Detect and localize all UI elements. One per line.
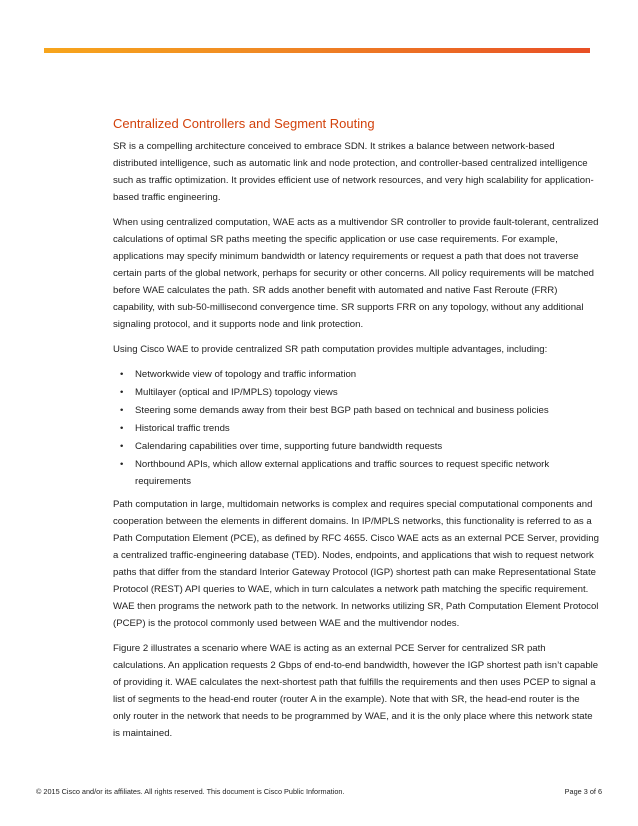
list-item xyxy=(113,384,599,401)
list-item xyxy=(113,402,599,419)
paragraph: When using centralized computation, WAE acts as a multivendor SR controller to provide fault-tolerant, centralized calculations of optimal SR paths meeting the specific application or use case requirements. For example, applications may specify minimum bandwidth or latency requirements or request a path that does not traverse certain parts of the global network, perhaps for security or other concerns. All policy requirements will be matched before WAE calculates the path. SR adds another benefit with automated and native Fast Reroute (FRR) capability, with sub-50-millisecond convergence time. SR supports FRR on any topology, without any additional signaling protocol, and it supports node and link protection. xyxy=(113,217,599,330)
section-title: Centralized Controllers and Segment Routing xyxy=(113,116,375,131)
list-item xyxy=(113,420,599,437)
list-item-text: Northbound APIs, which allow external applications and traffic sources to request specific network requirements xyxy=(135,459,550,487)
header-accent-bar xyxy=(44,48,590,53)
list-item-text: Steering some demands away from their best BGP path based on technical and business policies xyxy=(135,405,549,416)
list-item-text: Networkwide view of topology and traffic information xyxy=(135,369,357,380)
list-item-text: Multilayer (optical and IP/MPLS) topology views xyxy=(135,387,338,398)
advantages-list xyxy=(113,366,599,490)
bullet-icon: • xyxy=(120,387,124,398)
bullet-icon: • xyxy=(120,369,124,380)
paragraph: Figure 2 illustrates a scenario where WAE is acting as an external PCE Server for centralized SR path calculations. An application requests 2 Gbps of end-to-end bandwidth, however the IGP shortest path isn’t capable of providing it. WAE calculates the next-shortest path that fulfills the requirements and then uses PCEP to signal a list of segments to the head-end router (router A in the example). Note that with SR, the head-end router is the only router in the network that needs to be programmed by WAE, and it is the only place where this network state is maintained. xyxy=(113,643,599,739)
bullet-icon: • xyxy=(120,423,124,434)
bullet-icon: • xyxy=(120,405,124,416)
list-item xyxy=(113,438,599,455)
list-item xyxy=(113,456,599,490)
copyright-notice: © 2015 Cisco and/or its affiliates. All rights reserved. This document is Cisco Public Information. xyxy=(36,787,345,796)
paragraph: Path computation in large, multidomain networks is complex and requires special computational components and cooperation between the elements in different domains. In IP/MPLS networks, this functionality is referred to as a Path Computation Element (PCE), as defined by RFC 4655. Cisco WAE acts as an external PCE Server, providing a centralized traffic-engineering database (TED). Nodes, endpoints, and applications that wish to request network paths that differ from the standard Interior Gateway Protocol (IGP) shortest path can make Representational State Protocol (REST) API queries to WAE, which in turn calculates a network path matching the specific requirement. WAE then programs the network path to the network. In networks utilizing SR, Path Computation Element Protocol (PCEP) is the protocol commonly used between WAE and the multivendor nodes. xyxy=(113,499,599,629)
paragraph: SR is a compelling architecture conceived to embrace SDN. It strikes a balance between network-based distributed intelligence, such as automatic link and node protection, and controller-based centralized intelligence such as traffic optimization. It provides efficient use of network resources, and very high scalability for application-based traffic engineering. xyxy=(113,141,594,203)
page-footer xyxy=(36,787,602,796)
list-item xyxy=(113,366,599,383)
page-number: Page 3 of 6 xyxy=(564,787,602,796)
list-item-text: Historical traffic trends xyxy=(135,423,230,434)
bullet-icon: • xyxy=(120,441,124,452)
bullet-icon: • xyxy=(120,459,124,470)
document-body xyxy=(113,116,599,750)
list-item-text: Calendaring capabilities over time, supporting future bandwidth requests xyxy=(135,441,443,452)
paragraph: Using Cisco WAE to provide centralized SR path computation provides multiple advantages, including: xyxy=(113,344,548,355)
